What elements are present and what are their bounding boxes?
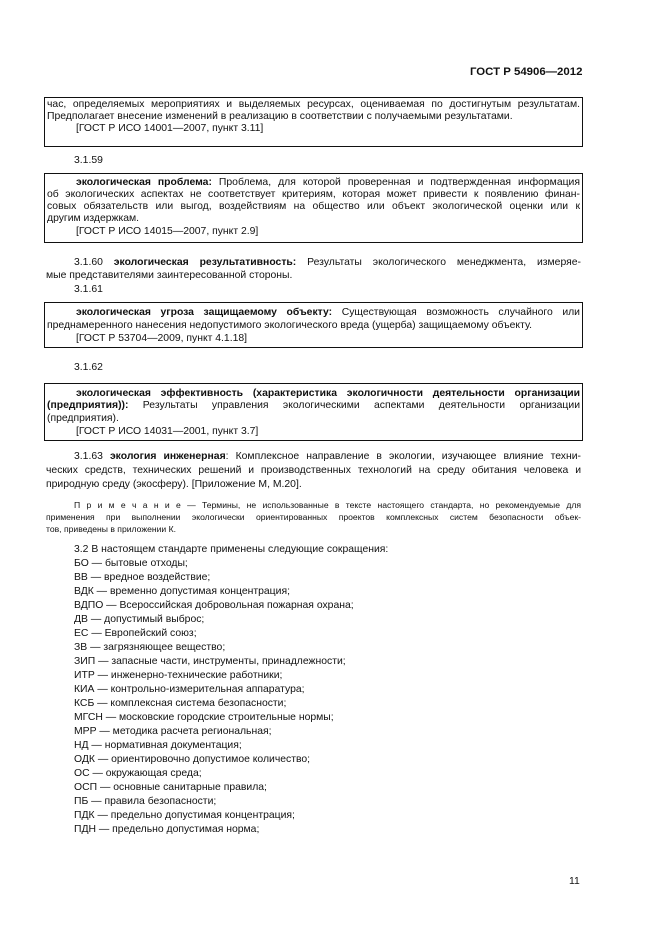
clause-3-1-60-line: мые представителями заинтересованной стороны.	[46, 270, 293, 281]
box-text-line: совых обязательств или выгод, воздействиям на общество или объект экологической оценки или к	[47, 201, 580, 212]
definition-text: : Комплексное направление в экологии, изучающее влияние техни-	[225, 451, 581, 462]
abbreviation-item: КИА — контрольно-измерительная аппаратура;	[74, 684, 305, 695]
definition-text: Проблема, для которой проверенная и подтвержденная информация	[211, 177, 580, 188]
box-text-line: (предприятия).	[47, 413, 119, 424]
abbreviation-item: ЗИП — запасные части, инструменты, принадлежности;	[74, 656, 346, 667]
term-box-3-1-62	[44, 383, 583, 441]
abbreviation-item: ЗВ — загрязняющее вещество;	[74, 642, 226, 653]
page-number: 11	[569, 876, 580, 887]
box-text-line: другим издержкам.	[47, 213, 140, 224]
note-label: П р и м е ч а н и е	[74, 500, 181, 510]
abbreviation-item: ПДК — предельно допустимая концентрация;	[74, 810, 295, 821]
term-title: экологическая эффективность (характеристика экологичности деятельности организации	[76, 388, 580, 399]
abbreviation-item: ПБ — правила безопасности;	[74, 796, 217, 807]
term-box-3-1-61	[44, 302, 583, 348]
abbreviation-item: ОДК — ориентировочно допустимое количество;	[74, 754, 311, 765]
clause-number: 3.1.59	[74, 155, 103, 166]
box-text-line: Предполагает внесение изменений в реализацию в соответствии с получаемыми результатами.	[47, 111, 513, 122]
source-reference: [ГОСТ Р ИСО 14031—2001, пункт 3.7]	[76, 426, 259, 437]
box-text-line	[47, 400, 580, 413]
note-line	[74, 500, 581, 511]
abbreviation-item: ЕС — Европейский союз;	[74, 628, 197, 639]
term-title: (предприятия)):	[47, 400, 129, 411]
abbreviation-item: ИТР — инженерно-технические работники;	[74, 670, 283, 681]
abbreviation-item: ОСП — основные санитарные правила;	[74, 782, 267, 793]
term-title: экологическая результативность:	[113, 257, 297, 268]
clause-3-1-63-line: природную среду (экосферу). [Приложение М, М.20].	[46, 479, 302, 490]
abbreviation-item: КСБ — комплексная система безопасности;	[74, 698, 287, 709]
abbreviation-item: ОС — окружающая среда;	[74, 768, 202, 779]
abbreviations-intro: 3.2 В настоящем стандарте применены следующие сокращения:	[74, 544, 389, 555]
abbreviation-item: БО — бытовые отходы;	[74, 558, 188, 569]
box-text-line	[76, 307, 580, 320]
abbreviation-item: ВВ — вредное воздействие;	[74, 572, 211, 583]
clause-number: 3.1.63	[74, 451, 103, 462]
box-text-line: преднамеренного нанесения недопустимого экологического вреда (ущерба) защищаемому объекту.	[47, 320, 532, 331]
abbreviation-item: МРР — методика расчета региональная;	[74, 726, 272, 737]
abbreviation-item: ВДК — временно допустимая концентрация;	[74, 586, 290, 597]
note-line: тов, приведены в приложении К.	[46, 524, 176, 534]
clause-3-1-63-line: ческих средств, технических решений и производственных технологий на среду обитания человека и	[46, 465, 581, 476]
document-code: ГОСТ Р 54906—2012	[470, 66, 583, 78]
abbreviation-item: НД — нормативная документация;	[74, 740, 242, 751]
term-title: экологическая проблема:	[76, 177, 212, 188]
abbreviation-item: ДВ — допустимый выброс;	[74, 614, 205, 625]
box-text-line: об экологических аспектах не соответствует критериям, которая может привести к появлению финан-	[47, 189, 580, 200]
clause-3-1-60-line	[74, 257, 581, 270]
clause-3-1-63-line	[74, 451, 581, 464]
box-text-line	[76, 177, 580, 190]
term-title: экологическая угроза защищаемому объекту:	[76, 307, 333, 318]
clause-number: 3.1.62	[74, 362, 103, 373]
clause-number: 3.1.60	[74, 257, 103, 268]
source-reference: [ГОСТ Р ИСО 14015—2007, пункт 2.9]	[76, 226, 259, 237]
term-box-continuation	[44, 97, 583, 147]
definition-text: Существующая возможность случайного или	[332, 307, 580, 318]
abbreviation-item: МГСН — московские городские строительные нормы;	[74, 712, 334, 723]
box-text-line	[76, 388, 580, 401]
note-line: применения при выполнении экологически ориентированных проектов комплексных систем безопасности объек-	[46, 512, 581, 522]
box-text-line: час, определяемых мероприятиях и выделяемых ресурсах, оцениваемая по достигнутым результатам.	[47, 99, 580, 110]
definition-text: Результаты экологического менеджмента, измеряе-	[296, 257, 581, 268]
source-reference: [ГОСТ Р ИСО 14001—2007, пункт 3.11]	[76, 123, 264, 134]
term-box-3-1-59	[44, 173, 583, 243]
source-reference: [ГОСТ Р 53704—2009, пункт 4.1.18]	[76, 333, 248, 344]
clause-number: 3.1.61	[74, 284, 103, 295]
abbreviation-item: ВДПО — Всероссийская добровольная пожарная охрана;	[74, 600, 354, 611]
note-text: — Термины, не использованные в тексте настоящего стандарта, но рекомендуемые для	[180, 500, 582, 510]
definition-text: Результаты управления экологическими аспектами деятельности организации	[128, 400, 580, 411]
term-title: экология инженерная	[109, 451, 226, 462]
abbreviation-item: ПДН — предельно допустимая норма;	[74, 824, 260, 835]
